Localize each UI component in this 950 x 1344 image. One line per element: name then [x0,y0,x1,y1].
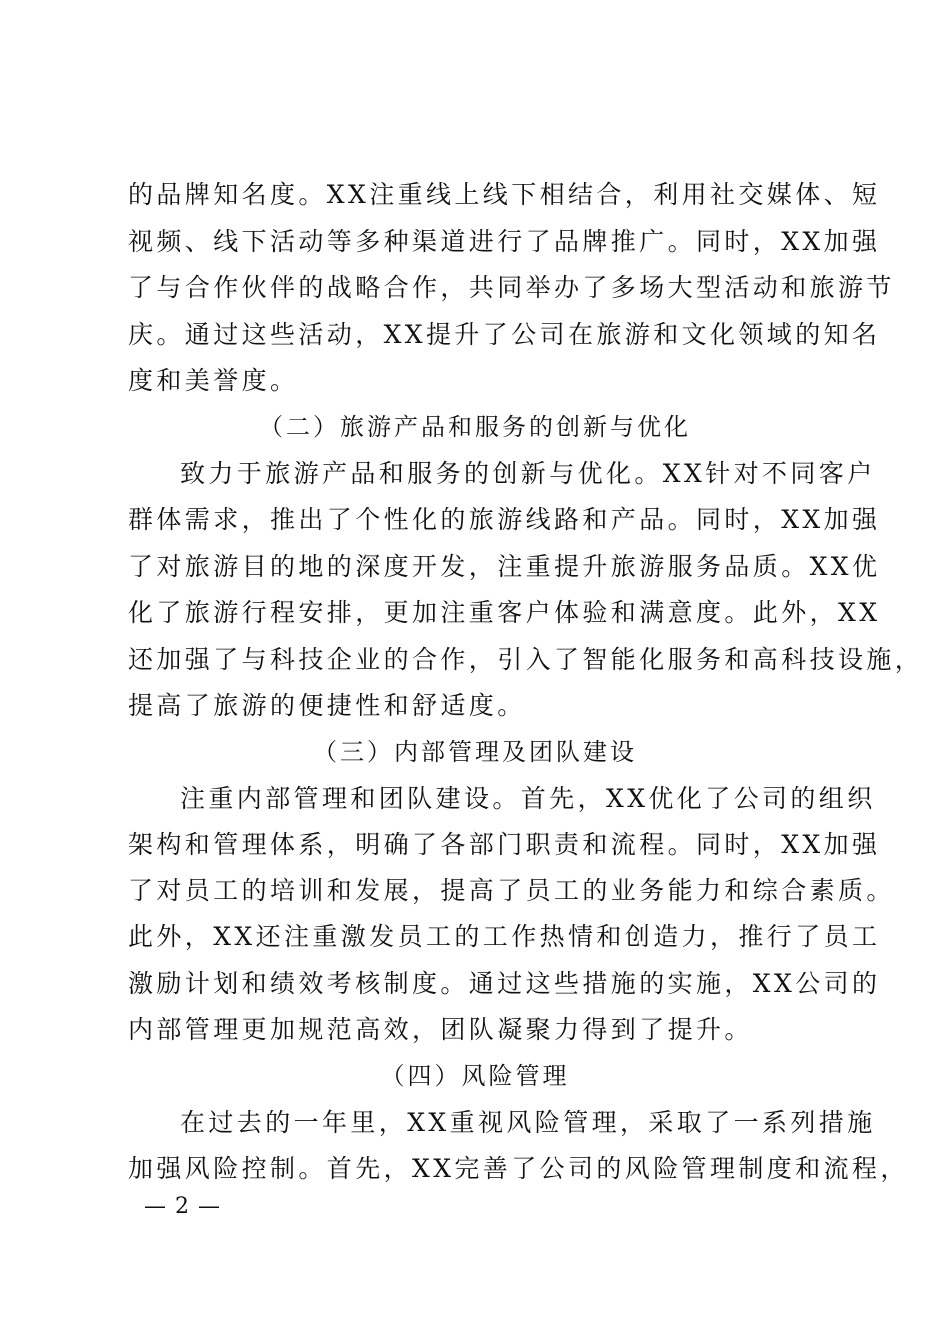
body-text-line: 加强风险控制。首先，XX完善了公司的风险管理制度和流程， [128,1154,909,1183]
body-text-line: 了对员工的培训和发展，提高了员工的业务能力和综合素质。 [128,876,895,905]
body-text-line: 度和美誉度。 [128,366,299,395]
body-text-line: 提高了旅游的便捷性和舒适度。 [128,691,526,720]
body-text-line: 此外，XX还注重激发员工的工作热情和创造力，推行了员工 [128,922,881,951]
body-text-line: 致力于旅游产品和服务的创新与优化。XX针对不同客户 [180,459,876,488]
body-text-line: 内部管理更加规范高效，团队凝聚力得到了提升。 [128,1015,753,1044]
section-heading-3: （三）内部管理及团队建设 [313,738,637,766]
section-heading-2: （二）旅游产品和服务的创新与优化 [259,413,691,441]
body-text-line: 庆。通过这些活动，XX提升了公司在旅游和文化领域的知名 [128,320,881,349]
body-text-line: 了对旅游目的地的深度开发，注重提升旅游服务品质。XX优 [128,552,881,581]
page-number: — 2 — [144,1194,221,1219]
body-text-line: 在过去的一年里，XX重视风险管理，采取了一系列措施 [180,1108,876,1137]
body-text-line: 群体需求，推出了个性化的旅游线路和产品。同时，XX加强 [128,505,881,534]
body-text-line: 了与合作伙伴的战略合作，共同举办了多场大型活动和旅游节 [128,273,895,302]
body-text-line: 视频、线下活动等多种渠道进行了品牌推广。同时，XX加强 [128,227,881,256]
body-text-line: 架构和管理体系，明确了各部门职责和流程。同时，XX加强 [128,830,881,859]
section-heading-4: （四）风险管理 [380,1062,570,1090]
body-text-line: 注重内部管理和团队建设。首先，XX优化了公司的组织 [180,784,876,813]
body-text-line: 化了旅游行程安排，更加注重客户体验和满意度。此外，XX [128,598,881,627]
body-text-line: 的品牌知名度。XX注重线上线下相结合，利用社交媒体、短 [128,180,881,209]
body-text-line: 激励计划和绩效考核制度。通过这些措施的实施，XX公司的 [128,969,881,998]
body-text-line: 还加强了与科技企业的合作，引入了智能化服务和高科技设施， [128,645,924,674]
